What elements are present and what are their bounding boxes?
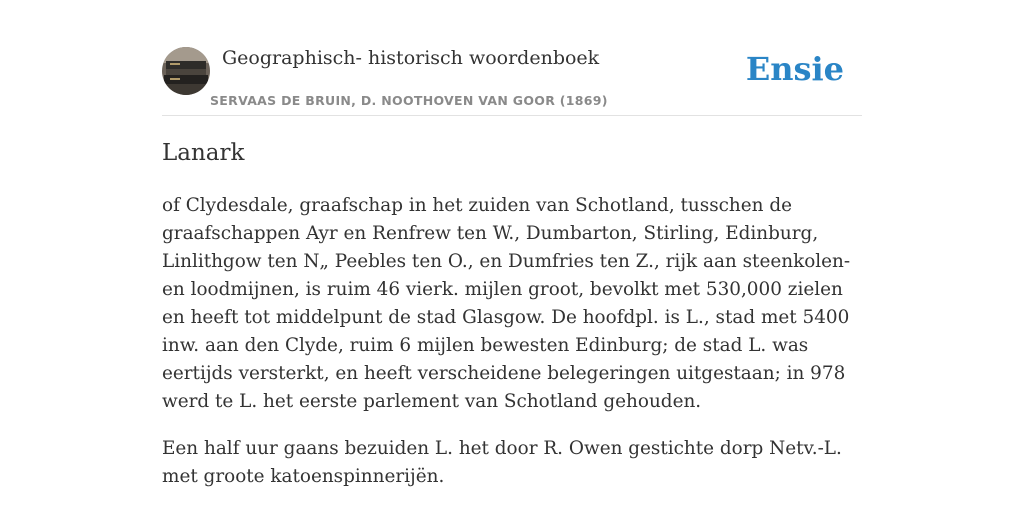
book-header xyxy=(162,40,862,116)
book-title[interactable]: Geographisch- historisch woordenboek xyxy=(222,47,600,69)
entry-paragraph-1: of Clydesdale, graafschap in het zuiden van Schotland, tusschen de graafschappen Ayr en Renfrew ten W., Dumbarton, Stirling, Edinburg, Linlithgow ten N„ Peebles ten O., en Dumfries ten Z., rijk aan steenkolen- en loodmijnen, is ruim 46 vierk. mijlen groot, bevolkt met 530,000 zielen en heeft tot middelpunt de stad Glasgow. De hoofdpl. is L., stad met 5400 inw. aan den Clyde, ruim 6 mijlen bewesten Edinburg; de stad L. was eertijds versterkt, en heeft verscheidene belegeringen uitgestaan; in 978 werd te L. het eerste parlement van Schotland gehouden. xyxy=(162,195,851,412)
entry-title: Lanark xyxy=(162,140,245,166)
entry-paragraph-2: Een half uur gaans bezuiden L. het door R. Owen gestichte dorp Netv.-L. met groote katoenspinnerijën. xyxy=(162,438,842,487)
book-authors: SERVAAS DE BRUIN, D. NOOTHOVEN VAN GOOR (1869) xyxy=(210,93,608,108)
ensie-logo-link[interactable]: Ensie xyxy=(745,50,844,88)
book-cover-icon[interactable] xyxy=(162,47,210,95)
entry-content xyxy=(162,192,862,510)
